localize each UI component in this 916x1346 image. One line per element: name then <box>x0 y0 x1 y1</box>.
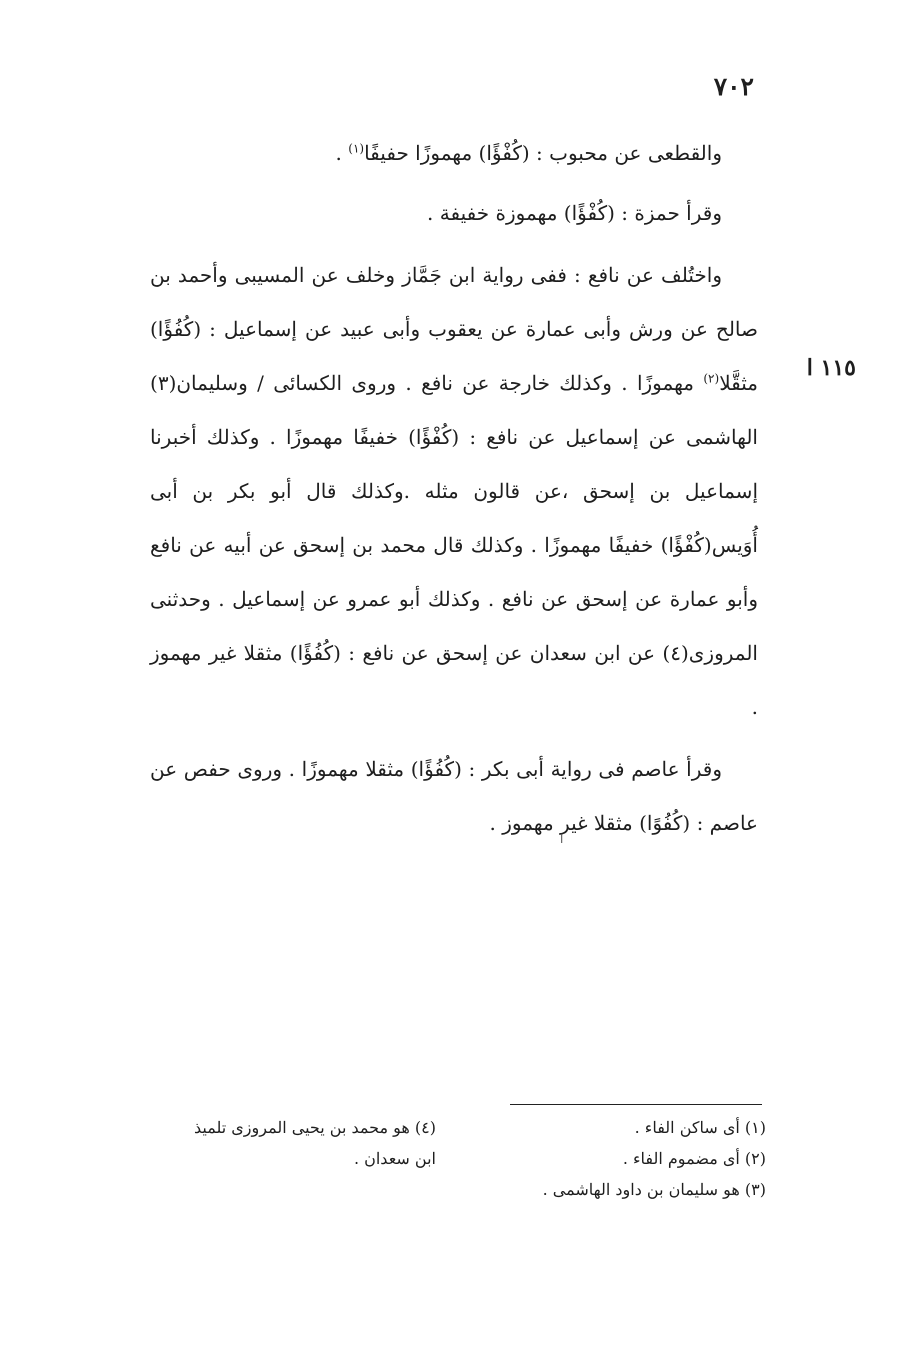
footnotes-column-left <box>116 1112 436 1174</box>
paragraph-3-tail: مهموزًا . وكذلك خارجة عن نافع . وروى الكسائى / وسليمان(٣) الهاشمى عن إسماعيل عن نافع : (كُفْؤًا) خفيفًا مهموزًا . وكذلك أخبرنا إسماعيل بن إسحق ،عن قالون مثله .وكذلك قال أبو بكر بن أبى أُوَيس(كُفْؤًا) خفيفًا مهموزًا . وكذلك قال محمد بن إسحق عن أبيه عن نافع وأبو عمارة عن إسحق عن نافع . وكذلك أبو عمرو عن إسماعيل . وحدثنى المروزى(٤) عن ابن سعدان عن إسحق عن نافع : (كُفُؤًا) مثقلا غير مهموز . <box>150 371 758 719</box>
paragraph-1 <box>150 126 758 180</box>
footnote-4-line-1: (٤) هو محمد بن يحيى المروزى تلميذ <box>193 1118 436 1137</box>
page-number: ٧٠٢ <box>713 72 754 101</box>
footnote-4-line-2: ابن سعدان . <box>353 1149 436 1168</box>
paragraph-1-tail: . <box>335 141 342 165</box>
main-text-body <box>150 126 758 856</box>
footnote-2: (٢) أى مضموم الفاء . <box>622 1149 766 1168</box>
paragraph-2 <box>150 186 758 240</box>
footnote-ref-2: (٢) <box>703 371 720 386</box>
paragraph-1-text: والقطعى عن محبوب : (كُفْؤًا) مهموزًا حفيفًا <box>364 141 722 165</box>
paragraph-3-text: واختُلف عن نافع : ففى رواية ابن جَمَّاز وخلف عن المسيبى وأحمد بن صالح عن ورش وأبى عمارة عن يعقوب وأبى عبيد عن إسماعيل : (كُفُؤًا) مثقَّلا <box>150 263 758 395</box>
footnote-3: (٣) هو سليمان بن داود الهاشمى . <box>542 1180 766 1199</box>
margin-folio-reference: ١١٥ ا <box>806 355 856 381</box>
footnote-1: (١) أى ساكن الفاء . <box>634 1118 766 1137</box>
stray-ink-mark: ا <box>560 832 564 846</box>
paragraph-2-text: وقرأ حمزة : (كُفْؤًا) مهموزة خفيفة . <box>427 201 722 225</box>
paragraph-4-text: وقرأ عاصم فى رواية أبى بكر : (كُفُؤًا) مثقلا مهموزًا . وروى حفص عن عاصم : (كُفُوًا) مثقلا غير مهموز . <box>150 757 758 835</box>
footnotes-column-right <box>516 1112 766 1205</box>
paragraph-4 <box>150 742 758 850</box>
footnote-ref-1: (١) <box>348 141 365 156</box>
footnote-divider <box>510 1104 762 1105</box>
paragraph-3 <box>150 248 758 734</box>
